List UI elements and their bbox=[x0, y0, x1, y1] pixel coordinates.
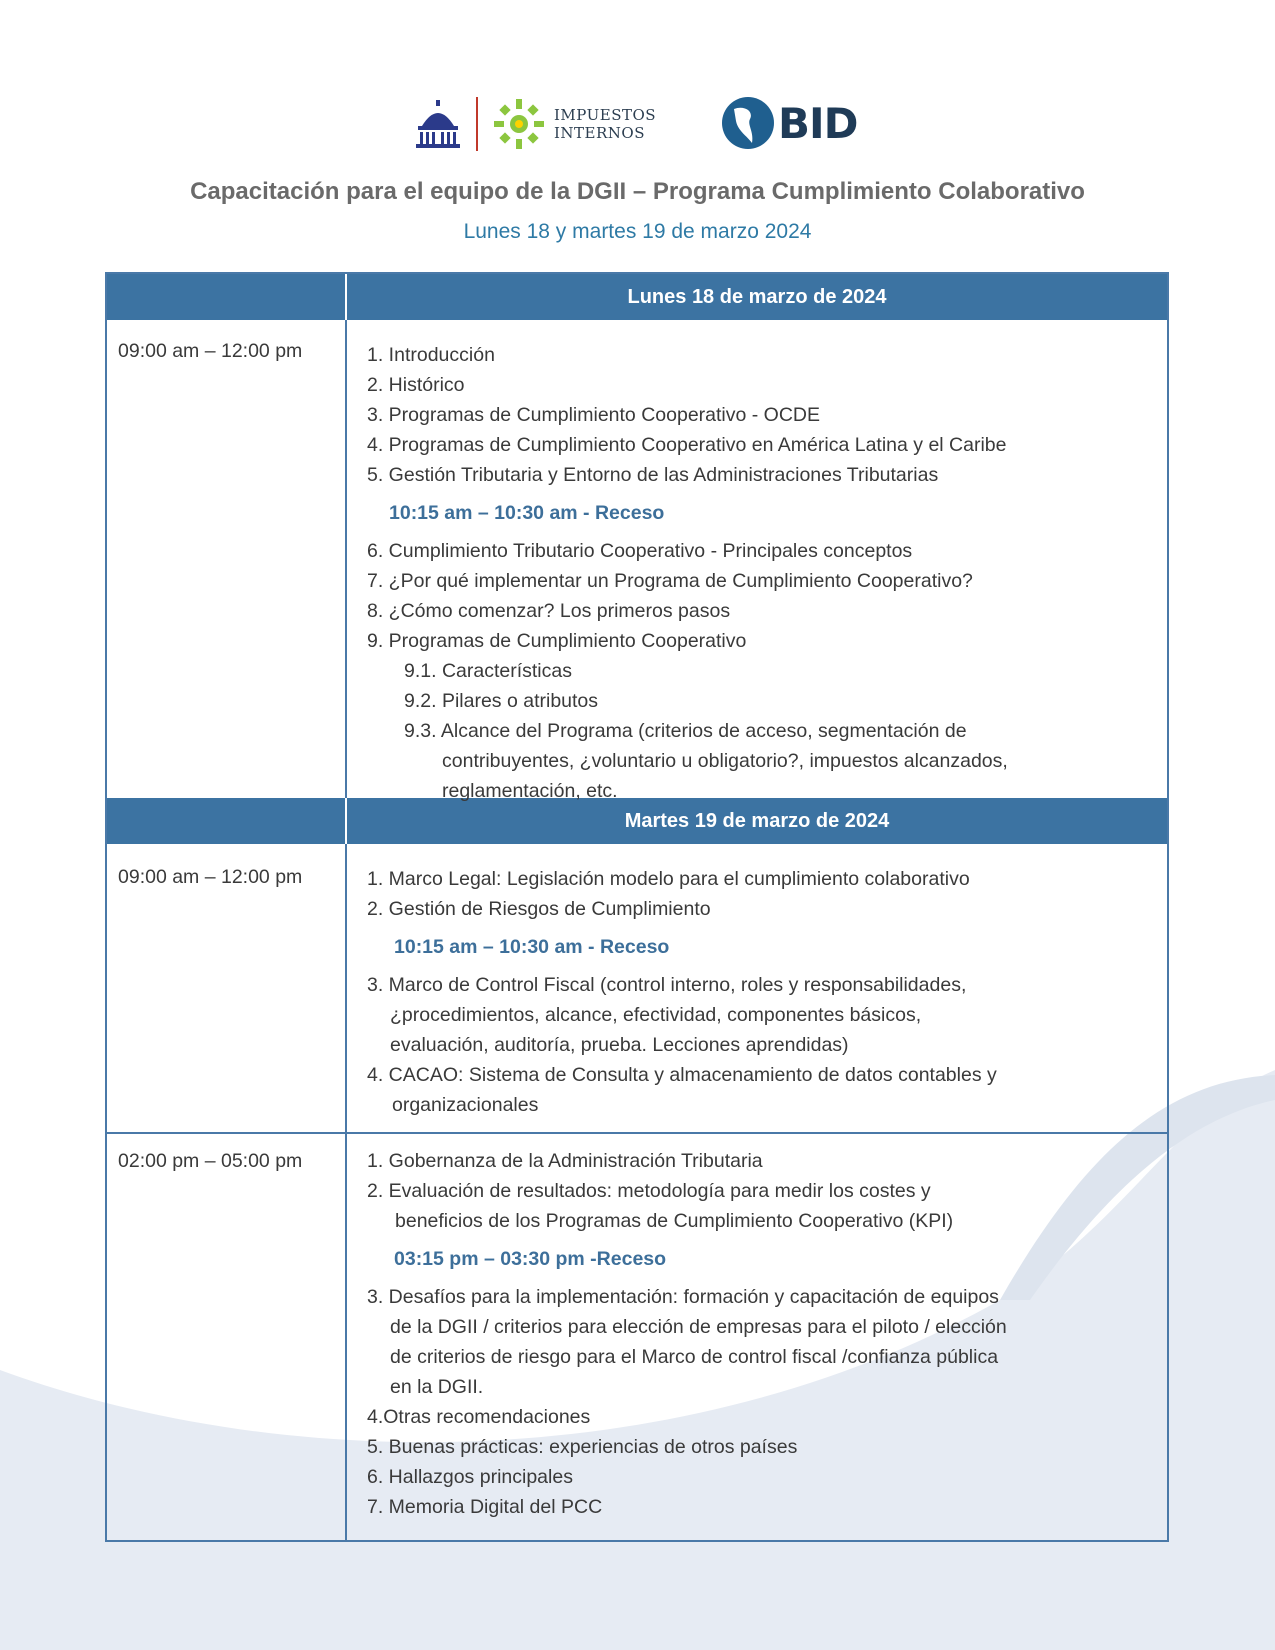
session-content bbox=[347, 1134, 1167, 1540]
agenda-item-continuation: de criterios de riesgo para el Marco de control fiscal /confianza pública bbox=[390, 1346, 999, 1368]
impuestos-sun-icon bbox=[492, 97, 546, 151]
session-time: 09:00 am – 12:00 pm bbox=[107, 320, 347, 798]
agenda-item-continuation: de la DGII / criterios para elección de empresas para el piloto / elección bbox=[390, 1316, 1007, 1338]
day-header-blank bbox=[107, 798, 347, 844]
agenda-item: 1. Introducción bbox=[367, 344, 495, 366]
bid-globe-icon bbox=[720, 95, 776, 151]
break-time: 10:15 am – 10:30 am - Receso bbox=[394, 936, 670, 958]
day-header-blank bbox=[107, 274, 347, 320]
internos-text: INTERNOS bbox=[554, 124, 645, 142]
agenda-item: 1. Gobernanza de la Administración Tributaria bbox=[367, 1150, 763, 1172]
break-time: 03:15 pm – 03:30 pm -Receso bbox=[394, 1248, 667, 1270]
page-title: Capacitación para el equipo de la DGII – Programa Cumplimiento Colaborativo bbox=[190, 178, 1085, 205]
impuestos-internos-wordmark bbox=[554, 106, 656, 142]
agenda-item-continuation: ¿procedimientos, alcance, efectividad, componentes básicos, bbox=[390, 1004, 922, 1026]
agenda-item: 5. Buenas prácticas: experiencias de otros países bbox=[367, 1436, 798, 1458]
session-content bbox=[347, 320, 1167, 802]
dgii-logo-group bbox=[410, 92, 656, 156]
session-row bbox=[107, 320, 1167, 802]
break-time: 10:15 am – 10:30 am - Receso bbox=[389, 502, 665, 524]
session-time: 09:00 am – 12:00 pm bbox=[107, 844, 347, 1132]
impuestos-text: IMPUESTOS bbox=[554, 106, 657, 124]
agenda-item: 3. Programas de Cumplimiento Cooperativo - OCDE bbox=[367, 404, 821, 426]
agenda-item: 6. Hallazgos principales bbox=[367, 1466, 573, 1488]
agenda-item: 7. Memoria Digital del PCC bbox=[367, 1496, 603, 1518]
schedule-table bbox=[105, 272, 1169, 1542]
agenda-item-continuation: evaluación, auditoría, prueba. Lecciones aprendidas) bbox=[390, 1034, 849, 1056]
session-time: 02:00 pm – 05:00 pm bbox=[107, 1134, 347, 1540]
agenda-subitem-continuation: contribuyentes, ¿voluntario u obligatorio?, impuestos alcanzados, bbox=[442, 750, 1008, 772]
agenda-item-continuation: beneficios de los Programas de Cumplimiento Cooperativo (KPI) bbox=[395, 1210, 954, 1232]
page-subtitle: Lunes 18 y martes 19 de marzo 2024 bbox=[463, 220, 812, 243]
agenda-item: 3. Marco de Control Fiscal (control interno, roles y responsabilidades, bbox=[367, 974, 967, 996]
day-header-row bbox=[107, 274, 1167, 320]
bid-wordmark: BID bbox=[778, 98, 858, 148]
logo-divider bbox=[476, 97, 478, 151]
session-content bbox=[347, 844, 1167, 1132]
agenda-item: 2. Histórico bbox=[367, 374, 465, 396]
session-row bbox=[107, 1132, 1167, 1540]
day-header-row bbox=[107, 798, 1167, 844]
agenda-subitem: 9.3. Alcance del Programa (criterios de acceso, segmentación de bbox=[404, 720, 967, 742]
bid-logo bbox=[720, 95, 858, 151]
agenda-subitem: 9.1. Características bbox=[404, 660, 572, 682]
agenda-item: 2. Gestión de Riesgos de Cumplimiento bbox=[367, 898, 711, 920]
dome-logo-icon bbox=[410, 96, 466, 152]
agenda-item: 3. Desafíos para la implementación: formación y capacitación de equipos bbox=[367, 1286, 999, 1308]
agenda-item: 9. Programas de Cumplimiento Cooperativo bbox=[367, 630, 747, 652]
agenda-item: 5. Gestión Tributaria y Entorno de las Administraciones Tributarias bbox=[367, 464, 939, 486]
agenda-item: 4. CACAO: Sistema de Consulta y almacenamiento de datos contables y bbox=[367, 1064, 997, 1086]
agenda-subitem: 9.2. Pilares o atributos bbox=[404, 690, 599, 712]
agenda-item: 4. Programas de Cumplimiento Cooperativo en América Latina y el Caribe bbox=[367, 434, 1007, 456]
agenda-item: 6. Cumplimiento Tributario Cooperativo - Principales conceptos bbox=[367, 540, 913, 562]
day-header-tuesday: Martes 19 de marzo de 2024 bbox=[624, 810, 890, 832]
agenda-item: 4.Otras recomendaciones bbox=[367, 1406, 591, 1428]
agenda-item: 2. Evaluación de resultados: metodología para medir los costes y bbox=[367, 1180, 931, 1202]
agenda-item: 7. ¿Por qué implementar un Programa de Cumplimiento Cooperativo? bbox=[367, 570, 973, 592]
agenda-item: 1. Marco Legal: Legislación modelo para el cumplimiento colaborativo bbox=[367, 868, 970, 890]
day-header-monday: Lunes 18 de marzo de 2024 bbox=[627, 286, 887, 308]
agenda-item-continuation: en la DGII. bbox=[390, 1376, 484, 1398]
agenda-item: 8. ¿Cómo comenzar? Los primeros pasos bbox=[367, 600, 731, 622]
session-row bbox=[107, 844, 1167, 1132]
agenda-subitem-continuation: reglamentación, etc. bbox=[442, 780, 618, 802]
agenda-item-continuation: organizacionales bbox=[392, 1094, 539, 1116]
